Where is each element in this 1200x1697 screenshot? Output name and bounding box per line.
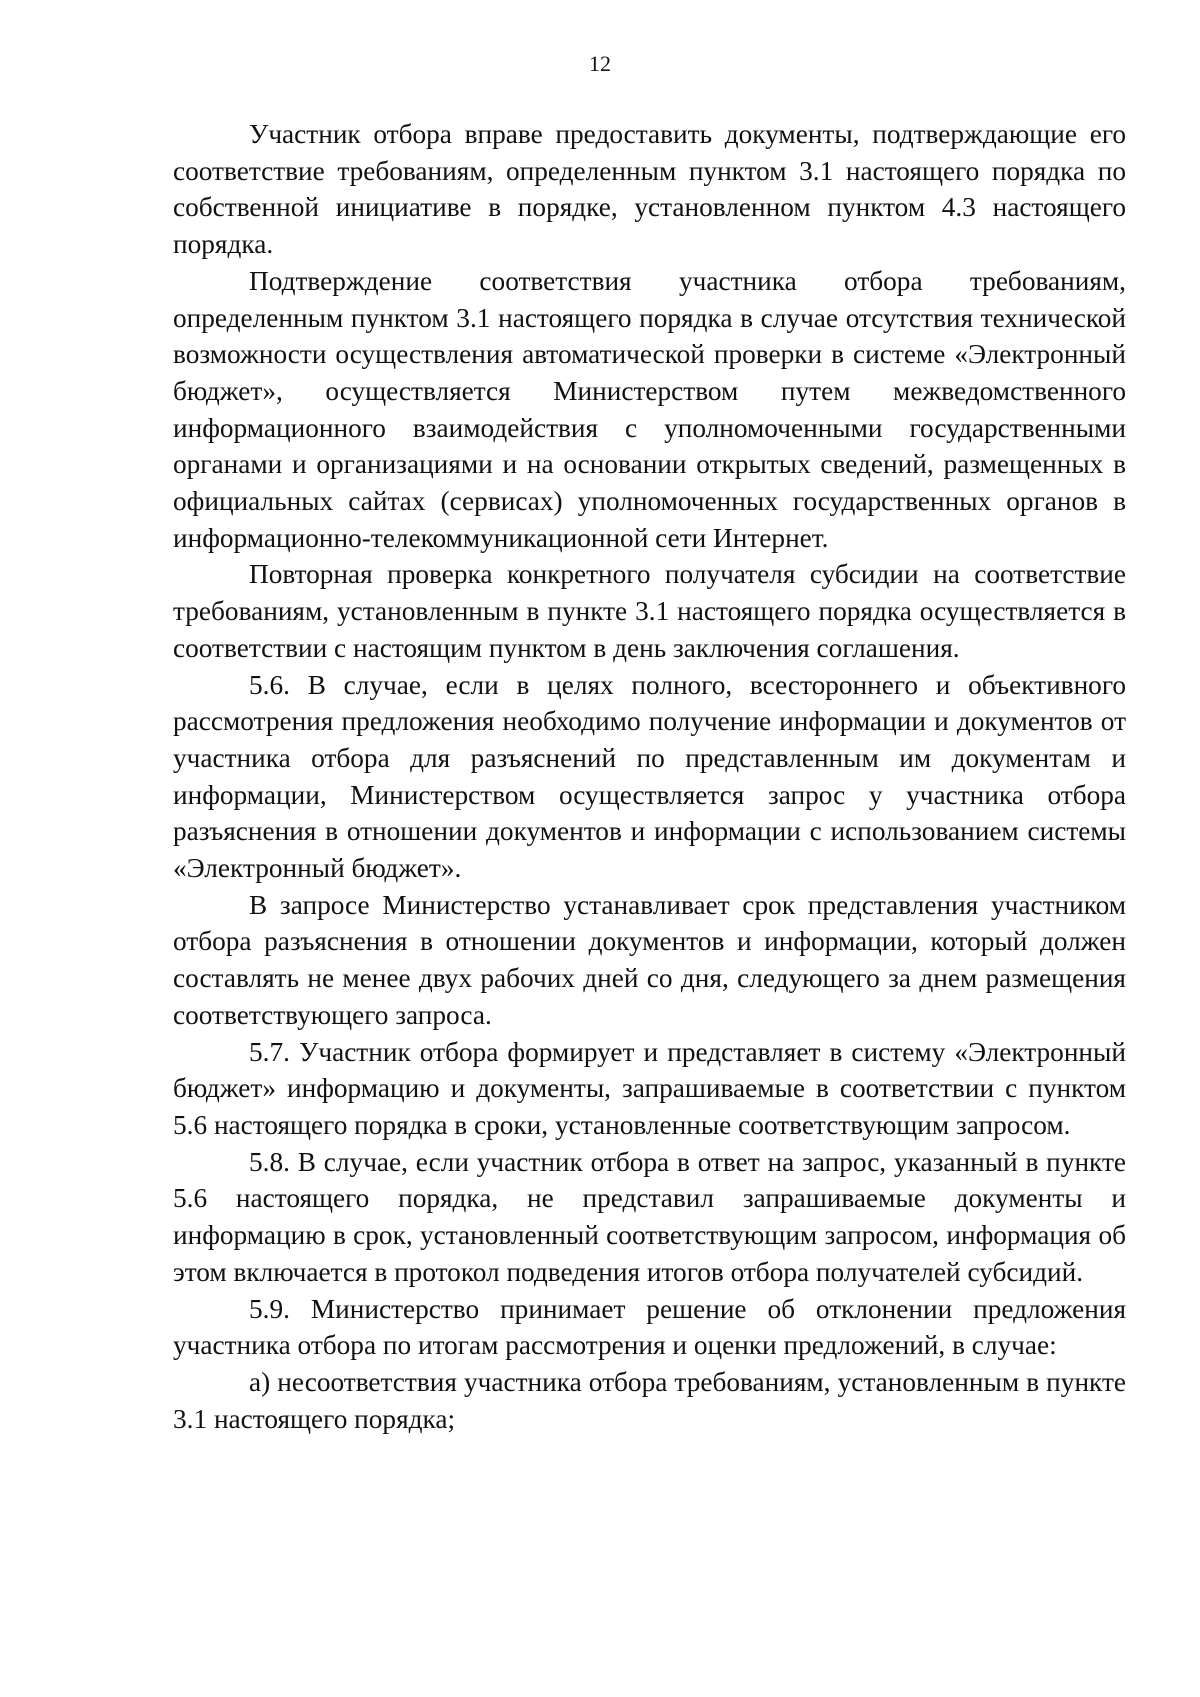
paragraph-documents-on-own-initiative: Участник отбора вправе предоставить документы, подтверждающие его соответствие требованиям, определенным пунктом 3.1 настоящего порядка по собственной инициативе в порядке, установленном пунктом 4.3 настоящего порядка. [173,119,1126,260]
paragraph-repeated-check: Повторная проверка конкретного получателя субсидии на соответствие требованиям, установленным в пункте 3.1 настоящего порядка осуществляется в соответствии с настоящим пунктом в день заключения соглашения. [173,559,1126,663]
paragraph-clause-5-8: 5.8. В случае, если участник отбора в ответ на запрос, указанный в пункте 5.6 настоящего порядка, не представил запрашиваемые документы и информацию в срок, установленный соответствующим запросом, информация об этом включается в протокол подведения итогов отбора получателей субсидий. [173,1146,1126,1287]
document-body [173,116,1126,1437]
paragraph-clause-5-6: 5.6. В случае, если в целях полного, всестороннего и объективного рассмотрения предложения необходимо получение информации и документов от участника отбора для разъяснений по представленным им документам и информации, Министерством осуществляется запрос у участника отбора разъяснения в отношении документов и информации с использованием системы «Электронный бюджет». [173,669,1126,884]
paragraph-clause-5-7: 5.7. Участник отбора формирует и представляет в систему «Электронный бюджет» информацию и документы, запрашиваемые в соответствии с пунктом 5.6 настоящего порядка в сроки, установленные соответствующим запросом. [173,1036,1126,1140]
page-number: 12 [589,51,611,76]
paragraph-clause-5-9-a: а) несоответствия участника отбора требованиям, установленным в пункте 3.1 настоящего порядка; [173,1366,1126,1434]
paragraph-clause-5-9: 5.9. Министерство принимает решение об отклонении предложения участника отбора по итогам рассмотрения и оценки предложений, в случае: [173,1293,1126,1361]
paragraph-compliance-confirmation: Подтверждение соответствия участника отбора требованиям, определенным пунктом 3.1 настоящего порядка в случае отсутствия технической возможности осуществления автоматической проверки в системе «Электронный бюджет», осуществляется Министерством путем межведомственного информационного взаимодействия с уполномоченными государственными органами и организациями и на основании открытых сведений, размещенных в официальных сайтах (сервисах) уполномоченных государственных органов в информационно-телекоммуникационной сети Интернет. [173,265,1126,553]
paragraph-request-deadline: В запросе Министерство устанавливает срок представления участником отбора разъяснения в отношении документов и информации, который должен составлять не менее двух рабочих дней со дня, следующего за днем размещения соответствующего запроса. [173,889,1126,1030]
